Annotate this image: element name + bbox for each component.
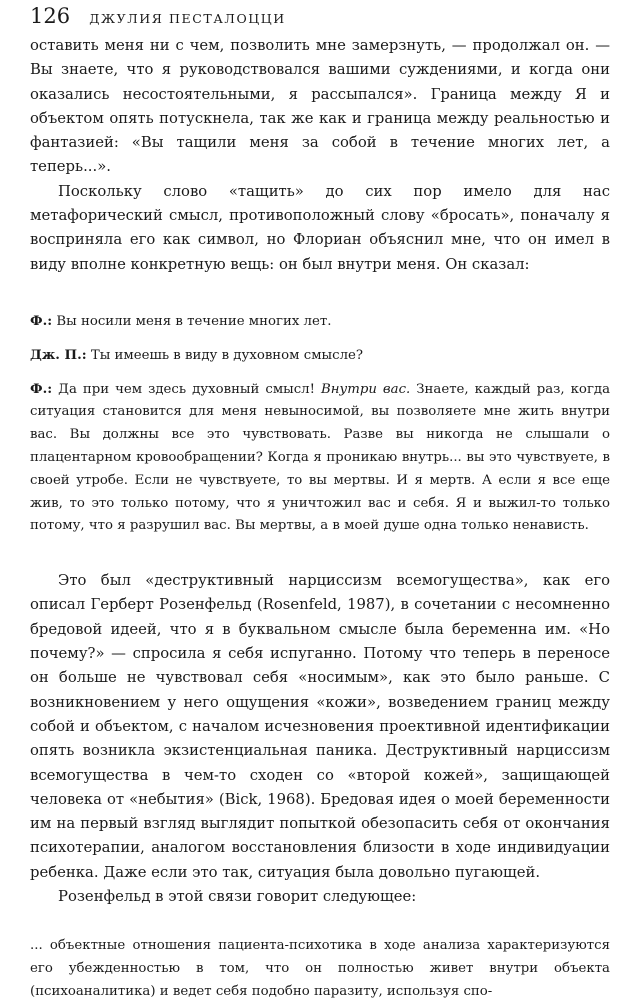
dialogue-emphasis: Внутри вас. — [320, 381, 411, 397]
block-quote: ... объектные отношения пациента-психотика в ходе анализа характеризуются его убежденностью в том, что он полностью живет внутри объекта (психоаналитика) и ведет себя подобно паразиту, используя спо- — [30, 938, 610, 1000]
speaker-label: Дж. П.: — [30, 347, 87, 363]
dialogue-text: Да при чем здесь духовный смысл! — [58, 381, 315, 397]
running-header — [30, 4, 286, 34]
paragraph-1: оставить меня ни с чем, позволить мне замерзнуть, — продолжал он. — Вы знаете, что я руководствовался вашими суждениями, и когда они оказались несостоятельными, я рассыпался». Граница между Я и объектом опять потускнела, так же как и граница между реальностью и фантазией: «Вы тащили меня за собой в течение многих лет, а теперь...». — [30, 37, 610, 176]
dialogue-line-1 — [30, 311, 610, 334]
spacer — [30, 549, 610, 569]
page-body — [30, 34, 610, 1003]
paragraph-2: Поскольку слово «тащить» до сих пор имело для нас метафорический смысл, противоположный слову «бросать», поначалу я восприняла его как символ, но Флориан объяснил мне, что он имел в виду вполне конкретную вещь: он был внутри меня. Он сказал: — [30, 182, 610, 273]
running-title: ДЖУЛИЯ ПЕСТАЛОЦЦИ — [89, 11, 286, 26]
dialogue-text: Ты имеешь в виду в духовном смысле? — [90, 347, 364, 363]
dialogue-line-2 — [30, 345, 610, 368]
page-number: 126 — [30, 4, 71, 28]
dialogue-line-3 — [30, 379, 610, 539]
paragraph-4: Розенфельд в этой связи говорит следующее: — [58, 888, 417, 905]
speaker-label: Ф.: — [30, 313, 53, 329]
dialogue-block — [30, 311, 610, 538]
dialogue-text: Вы носили меня в течение многих лет. — [56, 313, 332, 329]
dialogue-text-continued: Знаете, каждый раз, когда ситуация становится для меня невыносимой, вы позволяете мне жить внутри вас. Вы должны все это чувствовать. Разве вы никогда не слышали о плацентарном кровообращении? Когда я проникаю внутрь... вы это чувствуете, в своей утробе. Если не чувствуете, то вы мертвы. И я мертв. А если я все еще жив, то это только потому, что я уничтожил вас и себя. Я и выжил-то только потому, что я разрушил вас. Вы мертвы, а в моей душе одна только ненависть. — [30, 381, 611, 534]
paragraph-3: Это был «деструктивный нарциссизм всемогущества», как его описал Герберт Розенфельд (Rosenfeld, 1987), в сочетании с несомненно бредовой идеей, что я в буквальном смысле была беременна им. «Но почему?» — спросила я себя испуганно. Потому что теперь в переносе он больше не чувствовал себя «носимым», как это было раньше. С возникновением у него ощущения «кожи», возведением границ между собой и объектом, с началом исчезновения проективной идентификации опять возникла экзистенциальная паника. Деструктивный нарциссизм всемогущества в чем-то сходен со «второй кожей», защищающей человека от «небытия» (Bick, 1968). Бредовая идея о моей беременности им на первый взгляд выглядит попыткой обезопасить себя от окончания психотерапии, аналогом восстановления близости в ходе индивидуации ребенка. Даже если это так, ситуация была довольно пугающей. — [30, 572, 610, 881]
speaker-label: Ф.: — [30, 381, 53, 397]
